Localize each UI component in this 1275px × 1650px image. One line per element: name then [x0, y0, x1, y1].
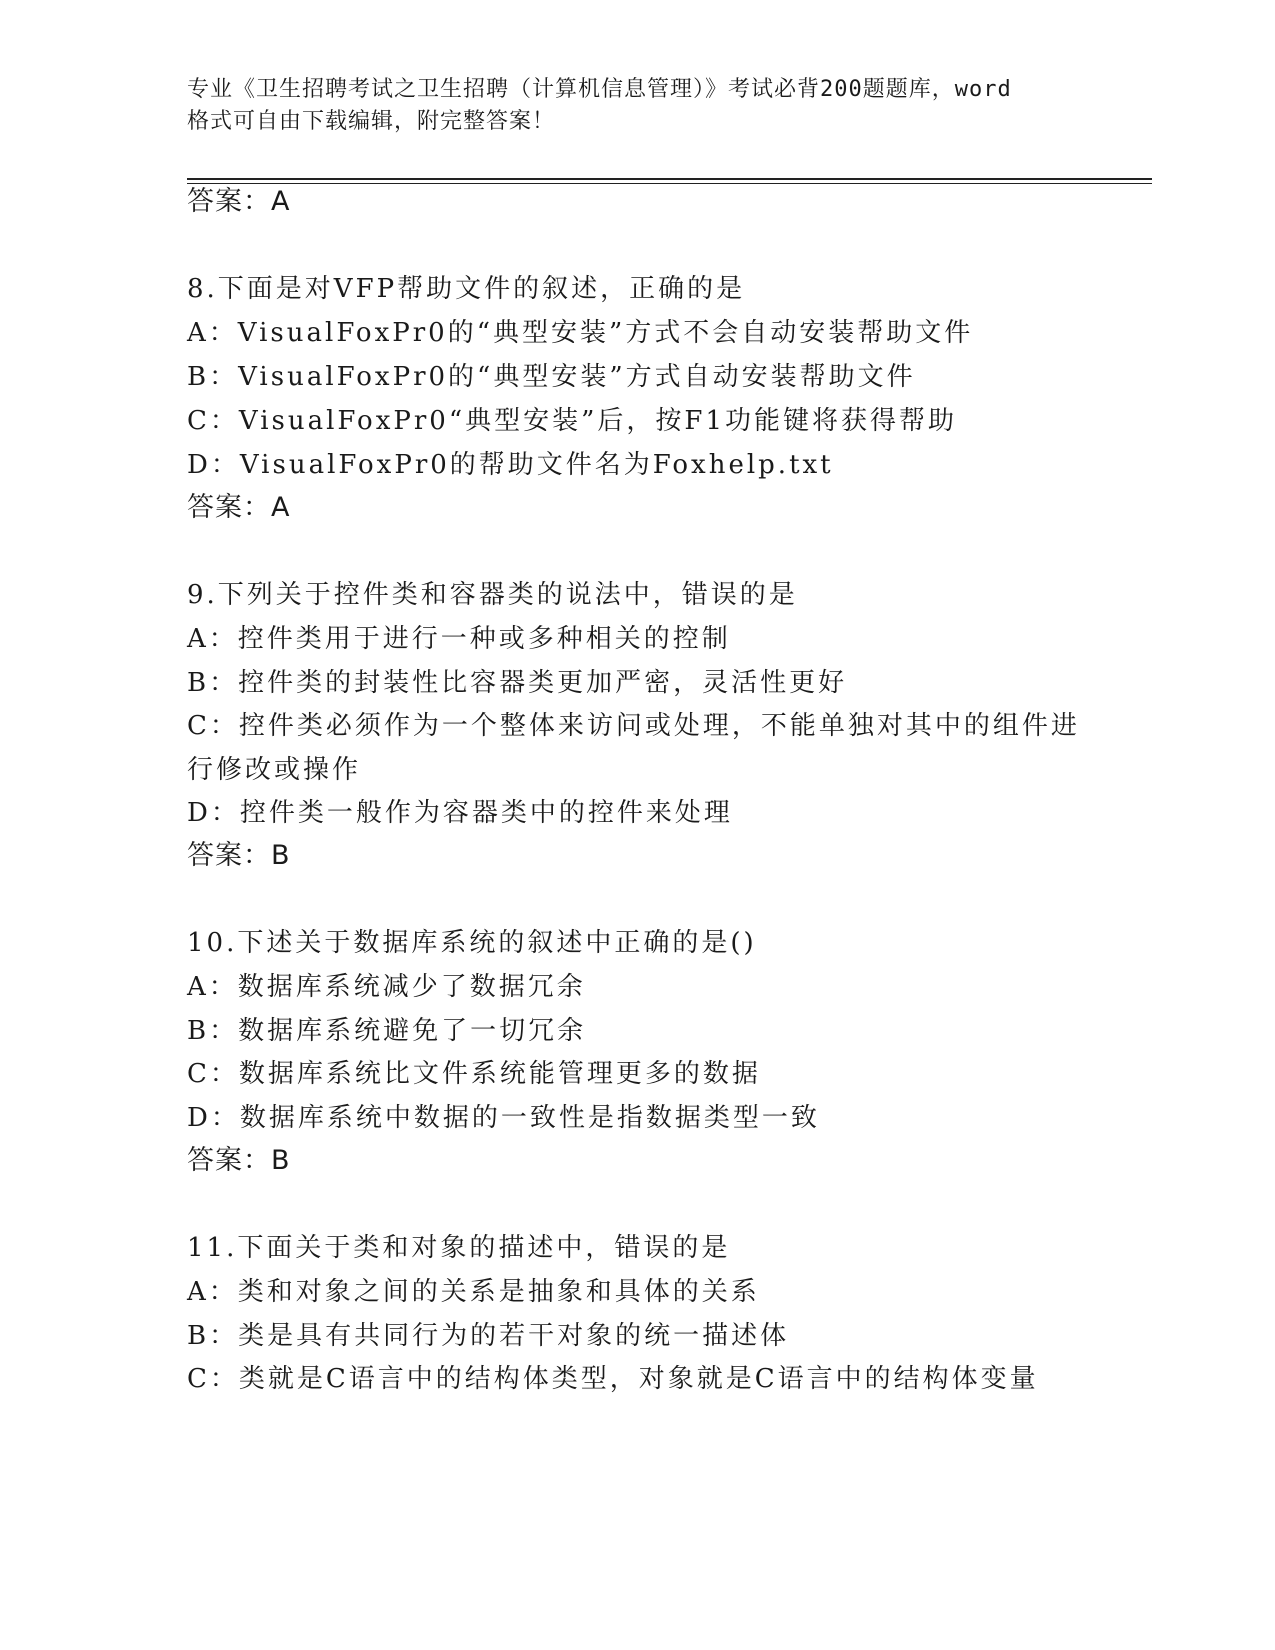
q8-option-a: A：VisualFoxPr0的“典型安装”方式不会自动安装帮助文件 — [187, 318, 974, 348]
q9-option-a: A：控件类用于进行一种或多种相关的控制 — [187, 624, 731, 654]
q9-option-c-line-1: C：控件类必须作为一个整体来访问或处理，不能单独对其中的组件进 — [187, 711, 1080, 741]
q10-option-d: D：数据库系统中数据的一致性是指数据类型一致 — [187, 1103, 820, 1133]
question-10: 10.下述关于数据库系统的叙述中正确的是() — [187, 928, 757, 958]
q9-option-d: D：控件类一般作为容器类中的控件来处理 — [187, 798, 733, 828]
document-header — [187, 74, 1087, 138]
q11-option-c: C：类就是C语言中的结构体类型，对象就是C语言中的结构体变量 — [187, 1364, 1039, 1394]
header-divider-thick — [187, 178, 1152, 180]
q9-option-c-line-2: 行修改或操作 — [187, 755, 362, 785]
q8-option-b: B：VisualFoxPr0的“典型安装”方式自动安装帮助文件 — [187, 362, 916, 392]
q8-option-d: D：VisualFoxPr0的帮助文件名为Foxhelp.txt — [187, 450, 834, 480]
q8-option-c: C：VisualFoxPr0“典型安装”后，按F1功能键将获得帮助 — [187, 406, 957, 436]
header-divider-thin — [187, 183, 1152, 184]
q11-option-a: A：类和对象之间的关系是抽象和具体的关系 — [187, 1277, 760, 1307]
q9-answer: 答案：B — [187, 840, 291, 871]
q9-option-b: B：控件类的封装性比容器类更加严密，灵活性更好 — [187, 668, 848, 698]
q11-option-b: B：类是具有共同行为的若干对象的统一描述体 — [187, 1321, 790, 1351]
q10-option-a: A：数据库系统减少了数据冗余 — [187, 972, 586, 1002]
q10-option-c: C：数据库系统比文件系统能管理更多的数据 — [187, 1059, 761, 1089]
question-9: 9.下列关于控件类和容器类的说法中，错误的是 — [187, 580, 798, 610]
question-11: 11.下面关于类和对象的描述中，错误的是 — [187, 1233, 731, 1263]
answer-previous: 答案：A — [187, 186, 291, 217]
q10-option-b: B：数据库系统避免了一切冗余 — [187, 1016, 587, 1046]
question-8: 8.下面是对VFP帮助文件的叙述，正确的是 — [187, 274, 746, 304]
q8-answer: 答案：A — [187, 492, 291, 523]
q10-answer: 答案：B — [187, 1145, 291, 1176]
header-title-line-1: 专业《卫生招聘考试之卫生招聘（计算机信息管理）》考试必背200题题库，word — [187, 77, 1012, 102]
header-title-line-2: 格式可自由下载编辑，附完整答案！ — [187, 109, 556, 134]
